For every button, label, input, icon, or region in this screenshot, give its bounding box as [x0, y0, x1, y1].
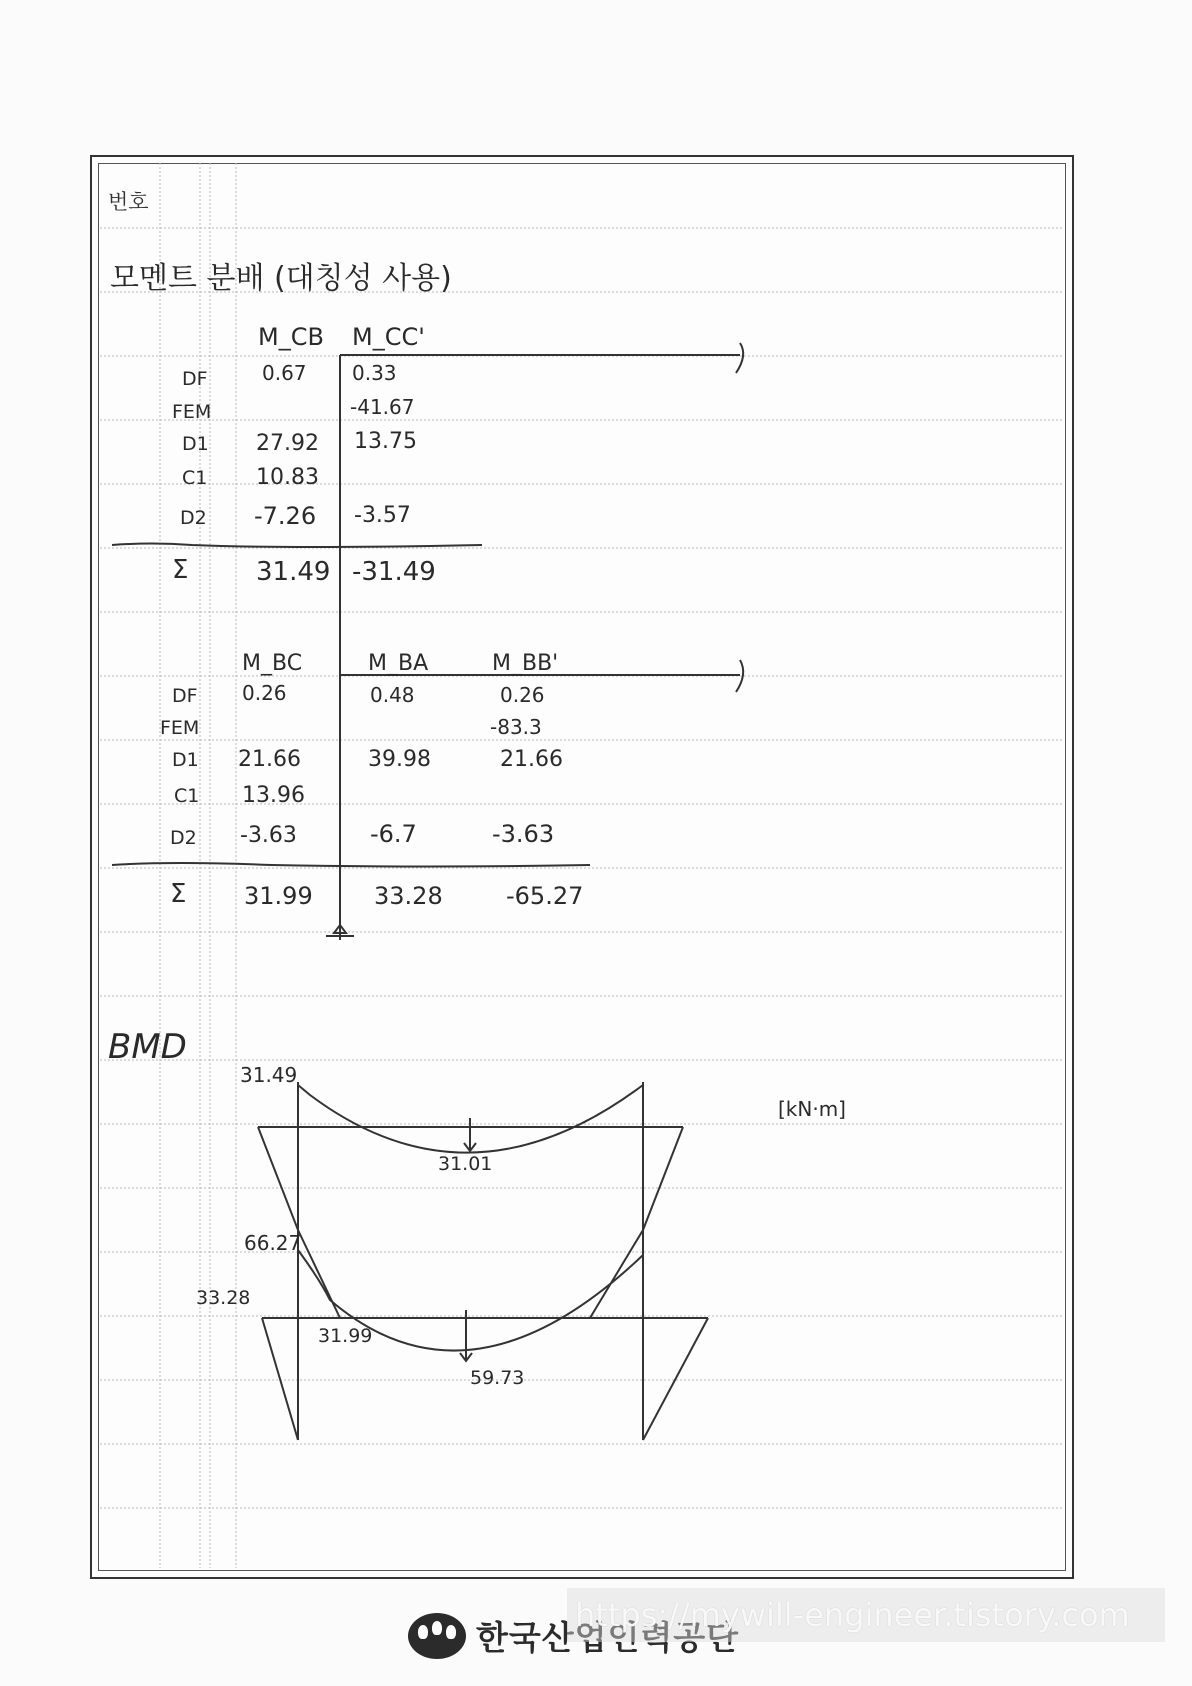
t1-cell: 27.92	[256, 431, 319, 456]
bmd-unit: [kN·m]	[778, 1097, 846, 1121]
t2-cell: 13.96	[242, 783, 305, 808]
t2-cell: -6.7	[370, 820, 417, 848]
t2-cell: 0.26	[242, 681, 287, 705]
t2-row-label: D1	[172, 749, 199, 771]
t1-row-label: FEM	[172, 401, 212, 423]
t2-sum-value: -65.27	[506, 882, 584, 910]
t2-row-label: DF	[172, 685, 198, 707]
t1-row-label: D1	[182, 433, 209, 455]
watermark: https://mywill-engineer.tistory.com	[567, 1588, 1165, 1642]
t1-sum-value: 31.49	[256, 557, 331, 587]
bmd-label-col-left: 33.28	[196, 1287, 251, 1309]
number-label: 번호	[108, 190, 149, 214]
t2-sum-value: 33.28	[374, 882, 443, 910]
t2-cell: -83.3	[490, 715, 542, 739]
t2-cell: 21.66	[500, 747, 563, 772]
bmd-label-beam-mid: 59.73	[470, 1367, 525, 1389]
t2-cell: 0.26	[500, 683, 545, 707]
t1-cell: -3.57	[354, 503, 411, 528]
t2-header-1: M_BA	[368, 651, 429, 676]
t1-row-label: DF	[182, 368, 208, 390]
t1-cell: 0.33	[352, 361, 397, 385]
t2-cell: 39.98	[368, 747, 431, 772]
t1-header-1: M_CC'	[352, 323, 425, 351]
t1-row-label: C1	[182, 467, 208, 489]
t1-cell: 10.83	[256, 465, 319, 490]
ruled-lines	[100, 228, 1062, 1508]
t1-sum-label: Σ	[172, 555, 189, 585]
t2-cell: 0.48	[370, 683, 415, 707]
bmd-label-mid-left: 66.27	[244, 1231, 302, 1255]
t2-row-label: D2	[170, 827, 197, 849]
t2-sum-label: Σ	[170, 879, 187, 909]
t1-cell: 0.67	[262, 361, 307, 385]
t1-row-label: D2	[180, 507, 207, 529]
t2-header-0: M_BC	[242, 651, 303, 676]
bmd-label-top-left: 31.49	[240, 1063, 298, 1087]
t2-sum-value: 31.99	[244, 882, 313, 910]
t1-header-0: M_CB	[258, 323, 324, 351]
t1-sum-value: -31.49	[352, 557, 436, 587]
t1-cell: -7.26	[254, 502, 317, 530]
title: 모멘트 분배 (대칭성 사용)	[110, 261, 452, 296]
bmd-label-beam-left: 31.99	[318, 1325, 373, 1347]
t2-row-label: FEM	[160, 717, 200, 739]
hrdkorea-logo-icon	[408, 1613, 466, 1659]
t1-cell: -41.67	[350, 395, 415, 419]
organization-name: 한국산업인력공단	[476, 1618, 740, 1657]
t2-cell: -3.63	[240, 823, 297, 848]
bmd-label-top-mid: 31.01	[438, 1153, 493, 1175]
t1-cell: 13.75	[354, 429, 417, 454]
t2-cell: 21.66	[238, 747, 301, 772]
t2-header-2: M_BB'	[492, 651, 559, 676]
bmd-heading: BMD	[108, 1027, 187, 1067]
t2-cell: -3.63	[492, 820, 555, 848]
t2-row-label: C1	[174, 785, 200, 807]
